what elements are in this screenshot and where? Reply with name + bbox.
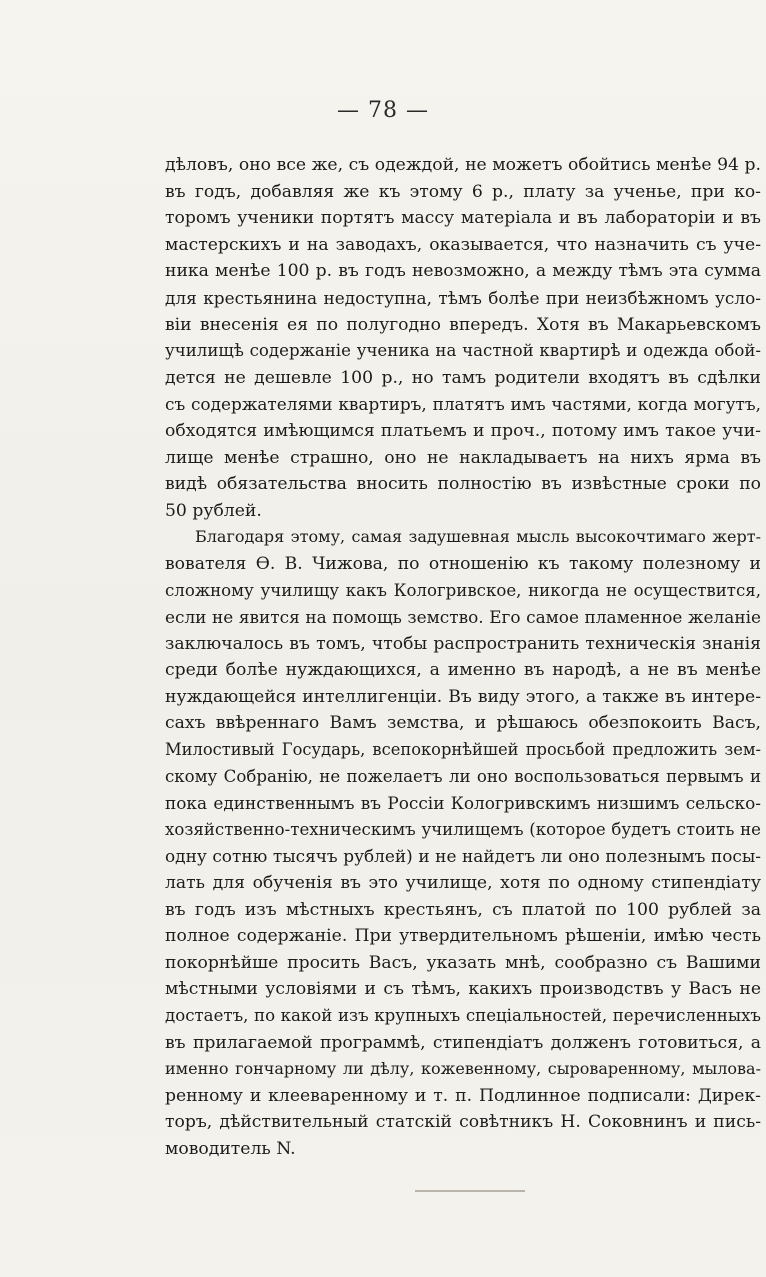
text-line: лище менѣе страшно, оно не накладываетъ на нихъ ярма въ bbox=[165, 447, 761, 468]
text-line: мастерскихъ и на заводахъ, оказывается, что назначить съ уче- bbox=[165, 234, 761, 255]
text-line: видѣ обязательства вносить полностію въ извѣстные сроки по bbox=[165, 474, 761, 495]
text-line: ренному и клееваренному и т. п. Подлинное подписали: Дирек- bbox=[165, 1085, 761, 1106]
text-line: ника менѣе 100 р. въ годъ невозможно, а между тѣмъ эта сумма bbox=[165, 261, 761, 282]
text-line: среди болѣе нуждающихся, а именно въ народѣ, а не въ менѣе bbox=[165, 660, 761, 681]
text-line: заключалось въ томъ, чтобы распространить техническія знанія bbox=[165, 633, 761, 654]
body-text bbox=[165, 152, 761, 1163]
text-line: именно гончарному ли дѣлу, кожевенному, сыроваренному, мылова- bbox=[165, 1059, 761, 1079]
text-line: Милостивый Государь, всепокорнѣйшей просьбой предложить зем- bbox=[165, 740, 761, 760]
text-line: дется не дешевле 100 р., но тамъ родители входятъ въ сдѣлки bbox=[165, 367, 761, 388]
text-line: въ годъ, добавляя же къ этому 6 р., плату за ученье, при ко- bbox=[165, 181, 761, 202]
text-line: лать для обученія въ это училище, хотя по одному стипендіату bbox=[165, 873, 761, 894]
paragraph bbox=[165, 524, 761, 1162]
text-line: если не явится на помощь земство. Его самое пламенное желаніе bbox=[165, 607, 761, 628]
text-line: вователя Ѳ. В. Чижова, по отношенію къ такому полезному и bbox=[165, 553, 761, 574]
text-line: въ прилагаемой программѣ, стипендіатъ долженъ готовиться, а bbox=[165, 1032, 761, 1053]
text-line: торомъ ученики портятъ массу матеріала и въ лабораторіи и въ bbox=[165, 208, 761, 229]
text-line: для крестьянина недоступна, тѣмъ болѣе при неизбѣжномъ усло- bbox=[165, 287, 761, 308]
text-line: віи внесенія ея по полугодно впередъ. Хотя въ Макарьевскомъ bbox=[165, 314, 761, 335]
text-line: 50 рублей. bbox=[165, 500, 262, 521]
text-line: сахъ ввѣреннаго Вамъ земства, и рѣшаюсь обезпокоить Васъ, bbox=[165, 713, 761, 734]
text-line: достаетъ, по какой изъ крупныхъ спеціальностей, перечисленныхъ bbox=[165, 1006, 761, 1025]
text-line: дѣловъ, оно все же, съ одеждой, не можетъ обойтись менѣе 94 р. bbox=[165, 155, 761, 175]
text-line: пока единственнымъ въ Россіи Кологривскимъ низшимъ сельско- bbox=[165, 793, 761, 814]
text-line: обходятся имѣющимся платьемъ и проч., потому имъ такое учи- bbox=[165, 420, 761, 441]
text-line: хозяйственно-техническимъ училищемъ (которое будетъ стоить не bbox=[165, 819, 761, 839]
paragraph bbox=[165, 152, 761, 524]
text-line: Благодаря этому, самая задушевная мысль высокочтимаго жерт- bbox=[195, 527, 761, 547]
text-line: скому Собранію, не пожелаетъ ли оно воспользоваться первымъ и bbox=[165, 766, 761, 786]
text-line: сложному училищу какъ Кологривское, никогда не осуществится, bbox=[165, 580, 761, 600]
text-line: полное содержаніе. При утвердительномъ рѣшеніи, имѣю честь bbox=[165, 926, 761, 947]
text-line: нуждающейся интеллигенціи. Въ виду этого, а также въ интере- bbox=[165, 686, 761, 707]
text-line: торъ, дѣйствительный статскій совѣтникъ Н. Соковнинъ и пись- bbox=[165, 1112, 761, 1133]
text-line: въ годъ изъ мѣстныхъ крестьянъ, съ платой по 100 рублей за bbox=[165, 899, 761, 920]
text-line: съ содержателями квартиръ, платятъ имъ частями, когда могутъ, bbox=[165, 394, 761, 415]
text-line: мѣстными условіями и съ тѣмъ, какихъ производствъ у Васъ не bbox=[165, 979, 761, 1000]
closing-rule bbox=[415, 1190, 525, 1192]
text-line: покорнѣйше просить Васъ, указать мнѣ, сообразно съ Вашими bbox=[165, 952, 761, 973]
text-line: моводитель N. bbox=[165, 1138, 296, 1159]
text-line: одну сотню тысячъ рублей) и не найдетъ ли оно полезнымъ посы- bbox=[165, 846, 761, 867]
page-number: — 78 — bbox=[337, 98, 429, 123]
text-line: училищѣ содержаніе ученика на частной квартирѣ и одежда обой- bbox=[165, 341, 761, 361]
